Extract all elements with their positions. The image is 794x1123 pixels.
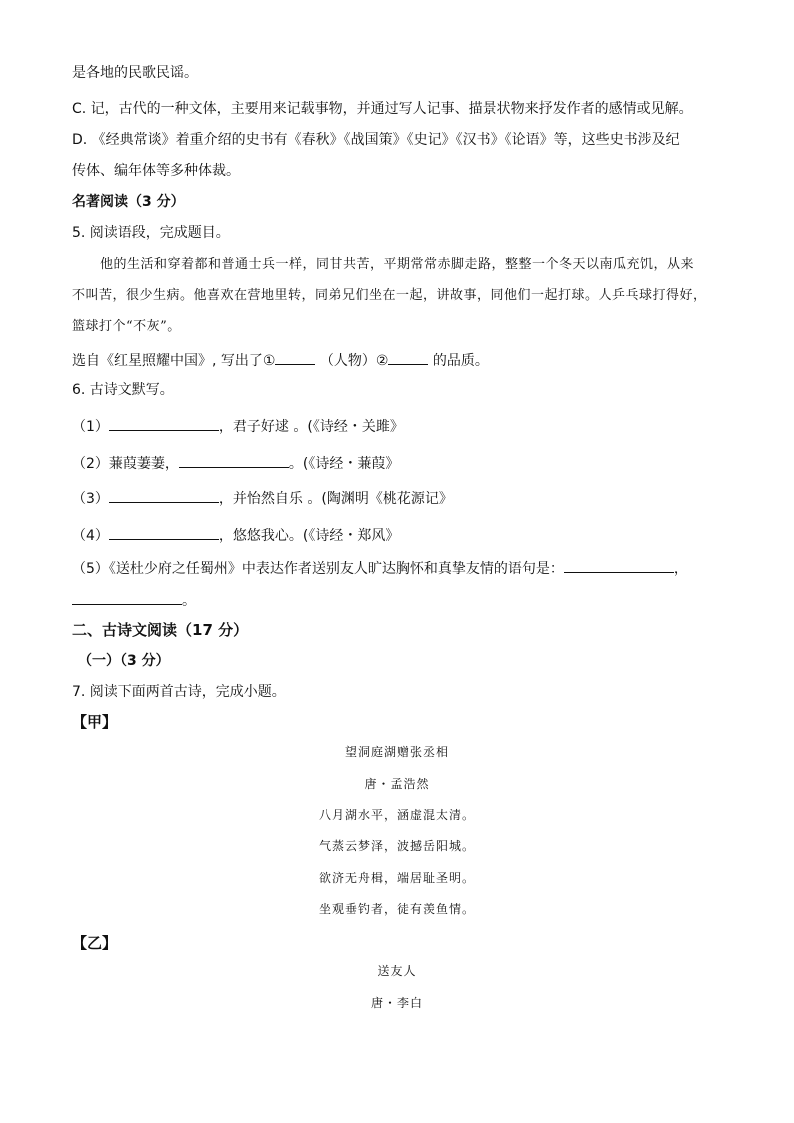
answer-blank[interactable] [388, 350, 428, 365]
subsection-heading: （一）（3 分） [78, 653, 170, 669]
section-heading: 二、古诗文阅读（17 分） [72, 621, 249, 639]
poem-jia-line: 坐观垂钓者，徒有羡鱼情。 [318, 902, 475, 916]
item-text-a: （5）《送杜少府之任蜀州》中表达作者送别友人旷达胸怀和真挚友情的语句是： [72, 561, 564, 577]
passage-line-2: 不叫苦，很少生病。他喜欢在营地里转，同弟兄们坐在一起，讲故事，同他们一起打球。人乒乓球打得好， [72, 288, 707, 303]
classics-heading: 名著阅读（3 分） [72, 194, 185, 210]
item-text-a: （2）蒹葭萋萋， [72, 456, 179, 472]
item-text: ，悠悠我心。(《诗经・郑风》 [218, 528, 400, 544]
recite-item-2 [72, 453, 734, 473]
q5-prompt-part-a: 选自《红星照耀中国》, 写出了① [72, 353, 276, 369]
question-5: 5. 阅读语段，完成题目。 [72, 225, 230, 241]
q5-prompt-part-c: 的品质。 [432, 353, 489, 369]
poem-jia-line: 欲济无舟楫，端居耻圣明。 [318, 871, 475, 885]
poem-jia-label: 【甲】 [72, 713, 118, 731]
answer-blank[interactable] [109, 488, 219, 503]
poem-jia-line: 气蒸云梦泽，波撼岳阳城。 [318, 839, 475, 853]
passage-line-3: 篮球打个“不灰”。 [72, 319, 181, 334]
poem-jia-title: 望洞庭湖赠张丞相 [344, 745, 449, 759]
answer-blank[interactable] [179, 453, 289, 468]
poem-yi-label: 【乙】 [72, 934, 118, 952]
answer-blank[interactable] [564, 558, 674, 573]
recite-item-1 [72, 416, 734, 436]
recite-item-5 [72, 558, 734, 578]
item-text: ，君子好逑 。(《诗经・关雎》 [218, 419, 404, 435]
option-c: C. 记，古代的一种文体，主要用来记载事物，并通过写人记事、描景状物来抒发作者的感情或见解。 [72, 101, 693, 117]
item-text-b: ， [673, 561, 688, 577]
item-text: ，并怡然自乐 。(陶渊明《桃花源记》 [218, 491, 453, 507]
answer-blank[interactable] [109, 525, 219, 540]
poem-jia-line: 八月湖水平，涵虚混太清。 [318, 808, 475, 822]
item-end: 。 [182, 593, 196, 609]
option-d-line1: D. 《经典常谈》着重介绍的史书有《春秋》《战国策》《史记》《汉书》《论语》等，这些史书涉及纪 [72, 132, 680, 148]
option-d-line2: 传体、编年体等多种体裁。 [72, 163, 240, 179]
question-5-prompt [72, 350, 734, 370]
question-7: 7. 阅读下面两首古诗，完成小题。 [72, 684, 286, 700]
answer-blank[interactable] [109, 416, 219, 431]
passage-line-1: 他的生活和穿着都和普通士兵一样，同甘共苦，平期常常赤脚走路，整整一个冬天以南瓜充饥，从来 [100, 257, 695, 272]
question-6: 6. 古诗文默写。 [72, 382, 174, 398]
answer-blank[interactable] [72, 590, 182, 605]
item-text-b: 。(《诗经・蒹葭》 [288, 456, 400, 472]
option-c-tail: 是各地的民歌民谣。 [72, 65, 198, 81]
poem-yi-author: 唐・李白 [370, 996, 423, 1010]
q5-prompt-part-b: （人物）② [319, 353, 389, 369]
item-number: （1） [72, 419, 109, 435]
poem-yi-title: 送友人 [377, 964, 417, 978]
answer-blank[interactable] [275, 350, 315, 365]
recite-item-5-cont [72, 590, 734, 610]
item-number: （3） [72, 491, 109, 507]
recite-item-4 [72, 525, 734, 545]
item-number: （4） [72, 528, 109, 544]
recite-item-3 [72, 488, 734, 508]
poem-jia-author: 唐・孟浩然 [364, 777, 430, 791]
